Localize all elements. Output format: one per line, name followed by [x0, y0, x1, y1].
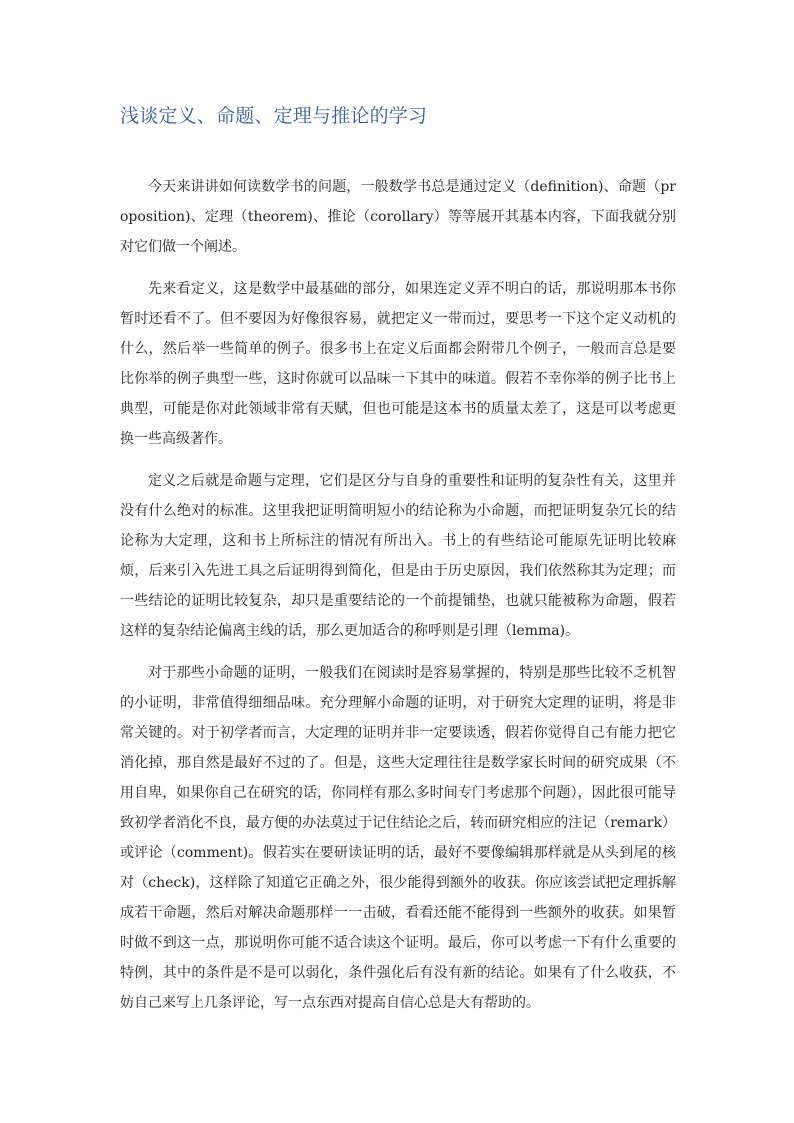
- document-body: [120, 172, 676, 1018]
- paragraph-proposition-theorem: 定义之后就是命题与定理，它们是区分与自身的重要性和证明的复杂性有关，这里并没有什么绝对的标准。这里我把证明简明短小的结论称为小命题，而把证明复杂冗长的结论称为大定理，这和书上所标注的情况有所出入。书上的有些结论可能原先证明比较麻烦，后来引入先进工具之后证明得到简化，但是由于历史原因，我们依然称其为定理；而一些结论的证明比较复杂，却只是重要结论的一个前提铺垫，也就只能被称为命题，假若这样的复杂结论偏离主线的话，那么更加适合的称呼则是引理（lemma)。: [120, 473, 676, 639]
- document-title: 浅谈定义、命题、定理与推论的学习: [120, 105, 428, 127]
- paragraph-proofs: 对于那些小命题的证明，一般我们在阅读时是容易掌握的，特别是那些比较不乏机智的小证明，非常值得细细品味。充分理解小命题的证明，对于研究大定理的证明，将是非常关键的。对于初学者而言，大定理的证明并非一定要读透，假若你觉得自己有能力把它消化掉，那自然是最好不过的了。但是，这些大定理往往是数学家长时间的研究成果（不用自卑，如果你自己在研究的话，你同样有那么多时间专门考虑那个问题），因此很可能导致初学者消化不良，最方便的办法莫过于记住结论之后，转而研究相应的注记（remark）或评论（comment)。假若实在要研读证明的话，最好不要像编辑那样就是从头到尾的核对（check)，这样除了知道它正确之外，很少能得到额外的收获。你应该尝试把定理拆解成若干命题，然后对解决命题那样一一击破，看看还能不能得到一些额外的收获。如果暂时做不到这一点，那说明你可能不适合读这个证明。最后，你可以考虑一下有什么重要的特例，其中的条件是不是可以弱化，条件强化后有没有新的结论。如果有了什么收获，不妨自己来写上几条评论，写一点东西对提高自信心总是大有帮助的。: [120, 665, 676, 1011]
- paragraph-definition: 先来看定义，这是数学中最基础的部分，如果连定义弄不明白的话，那说明那本书你暂时还看不了。但不要因为好像很容易，就把定义一带而过，要思考一下这个定义动机的什么，然后举一些简单的例子。很多书上在定义后面都会附带几个例子，一般而言总是要比你举的例子典型一些，这时你就可以品味一下其中的味道。假若不幸你举的例子比书上典型，可能是你对此领域非常有天赋，但也可能是这本书的质量太差了，这是可以考虑更换一些高级著作。: [120, 281, 676, 447]
- paragraph-intro: 今天来讲讲如何读数学书的问题，一般数学书总是通过定义（definition)、命题（proposition)、定理（theorem)、推论（corollary）等等展开其基本内容，下面我就分别对它们做一个阐述。: [120, 179, 676, 255]
